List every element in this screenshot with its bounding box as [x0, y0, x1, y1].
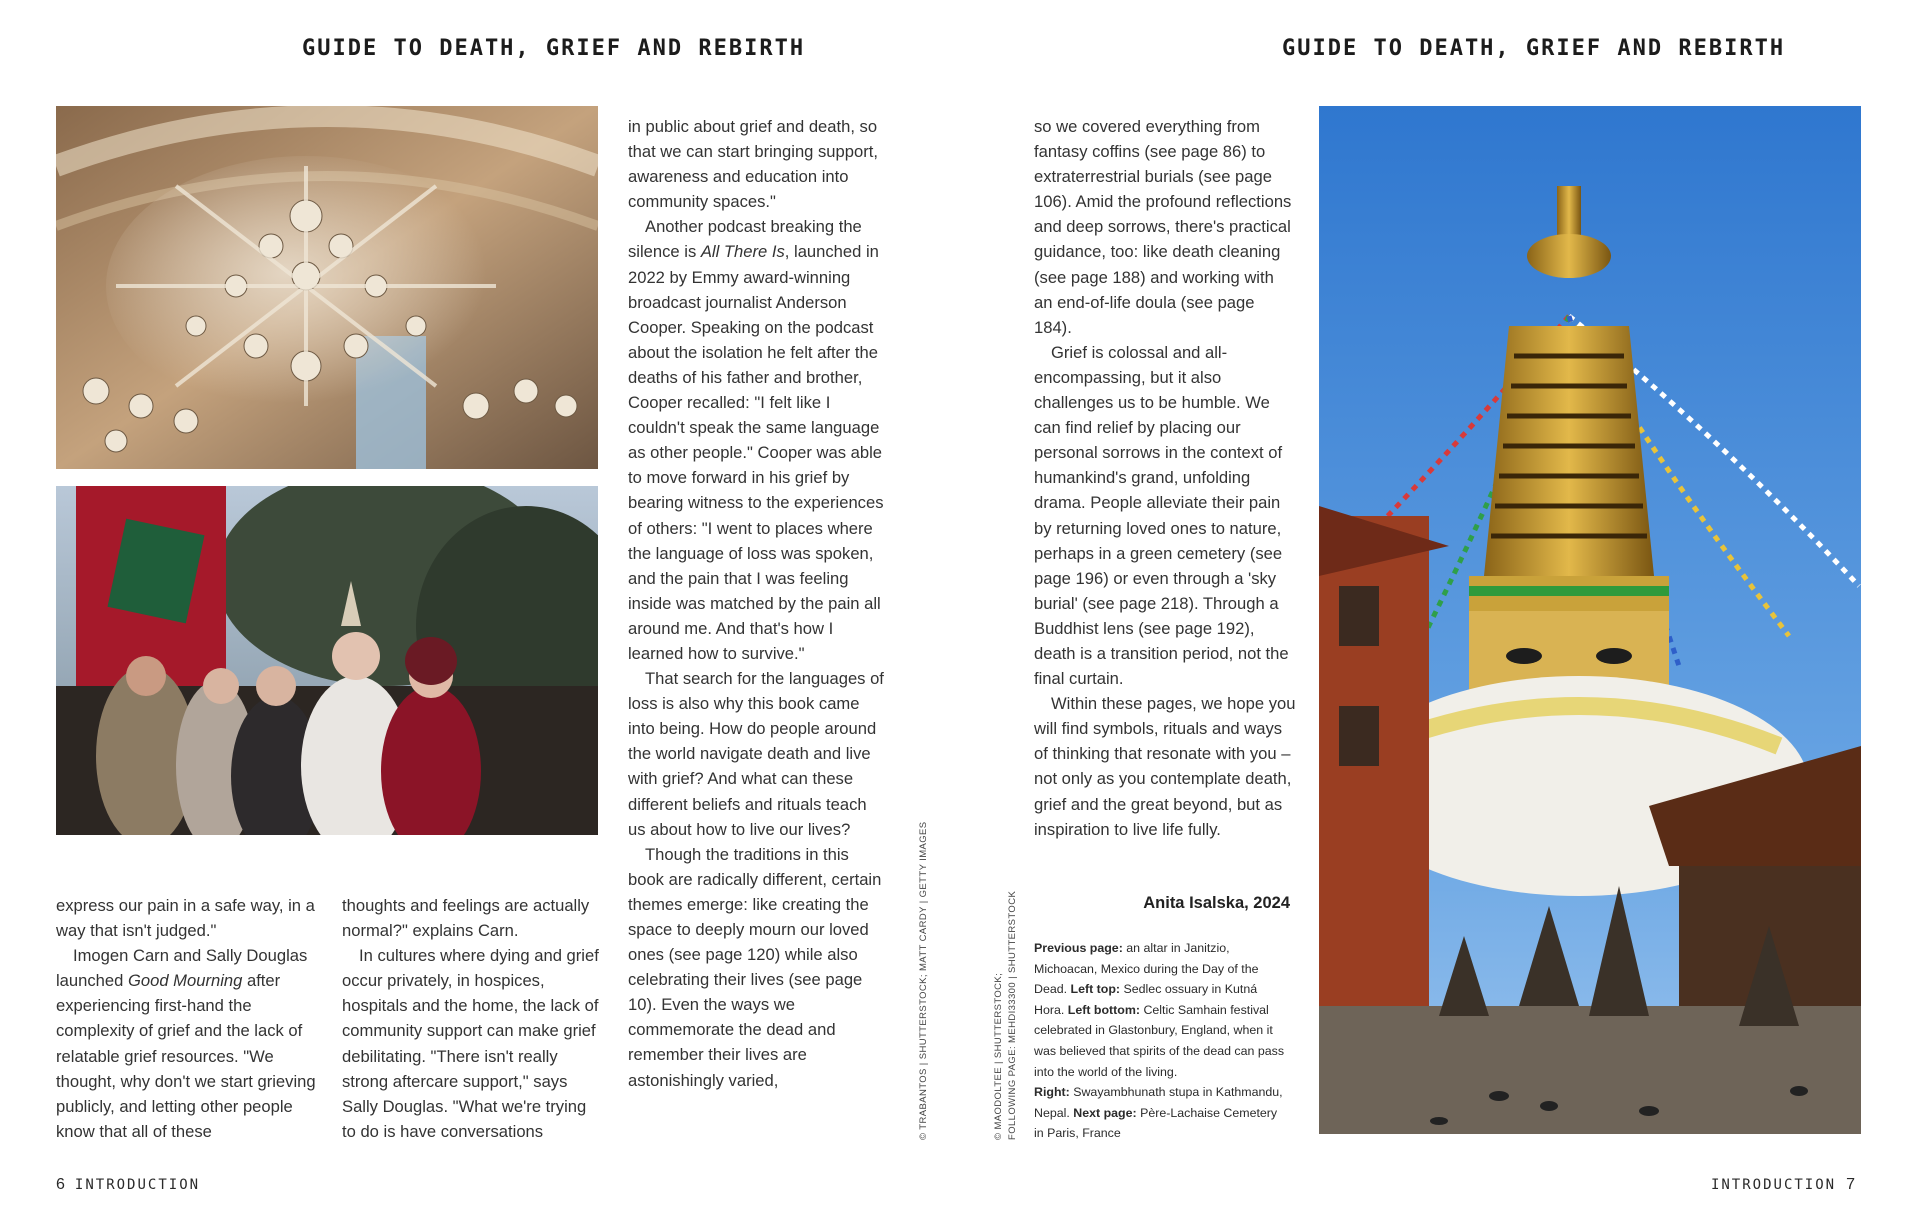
- paragraph: In cultures where dying and grief occur privately, in hospices, hospitals and the home, the lack of community support can make grief debilitating. "There isn't really strong aftercare support," says Sally Douglas. "What we're trying to do is have conversations: [342, 946, 599, 1141]
- caption-label: Left top:: [1070, 982, 1121, 997]
- text-column-4: [1034, 114, 1296, 842]
- photo-swayambhunath-stupa: [1319, 106, 1861, 1134]
- paragraph: [56, 943, 318, 1144]
- paragraph: Within these pages, we hope you will find symbols, rituals and ways of thinking that resonate with you – not only as you contemplate death, grief and the great beyond, but as inspiration to live life fully.: [1034, 694, 1296, 839]
- section-label: INTRODUCTION: [74, 1177, 201, 1193]
- author-signature: Anita Isalska, 2024: [1143, 894, 1290, 912]
- section-label: INTRODUCTION: [1710, 1177, 1837, 1193]
- text-column-3: [628, 114, 888, 1093]
- caption-label: Left bottom:: [1067, 1002, 1141, 1017]
- caption-label: Right:: [1034, 1085, 1070, 1100]
- caption-text: Sedlec ossuary in Kutná Hora.: [1034, 982, 1258, 1017]
- page-number: 7: [1846, 1176, 1855, 1193]
- paragraph: [628, 214, 888, 666]
- running-head-right: GUIDE TO DEATH, GRIEF AND REBIRTH: [1282, 36, 1786, 61]
- paragraph: Though the traditions in this book are radically different, certain themes emerge: like creating the space to deeply mourn our loved ones (see page 120) while also celebrating their lives (see page 10). Even the ways we commemorate the dead and remember their lives are astonishingly varied,: [628, 844, 882, 1090]
- photo-sedlec-ossuary: [56, 106, 598, 469]
- podcast-title: All There Is: [700, 242, 785, 262]
- photo-credit-following: FOLLOWING PAGE: MEHDI33300 | SHUTTERSTOCK: [1007, 890, 1018, 1140]
- photo-samhain-festival: [56, 486, 598, 835]
- photo-credit-left: © TRABANTOS | SHUTTERSTOCK; MATT CARDY | GETTY IMAGES: [918, 821, 929, 1140]
- paragraph: thoughts and feelings are actually normal?" explains Carn.: [342, 896, 590, 941]
- paragraph: That search for the languages of loss is also why this book came into being. How do people around the world navigate death and live with grief? And what can these different beliefs and rituals teach us about how to live our lives?: [628, 669, 884, 839]
- paragraph: so we covered everything from fantasy coffins (see page 86) to extraterrestrial burials (see page 106). Amid the profound reflections and deep sorrows, there's practical guidance, too: like death cleaning (see page 188) and working with an end-of-life doula (see page 184).: [1034, 117, 1292, 337]
- photo-credit-right: © MAODOLTEE | SHUTTERSTOCK;: [993, 972, 1004, 1140]
- text-column-2: [342, 893, 604, 1144]
- photo-caption: [1034, 938, 1290, 1144]
- text-column-1: [56, 893, 318, 1144]
- text-run: after experiencing first-hand the complexity of grief and the lack of relatable grief resources. "We thought, why don't we start grieving publicly, and letting other people know that all of these: [56, 971, 316, 1141]
- running-head-left: GUIDE TO DEATH, GRIEF AND REBIRTH: [302, 36, 806, 61]
- text-run: Another podcast breaking the silence is: [628, 217, 862, 262]
- caption-label: Previous page:: [1034, 941, 1123, 955]
- page-number: 6: [56, 1176, 65, 1193]
- caption-text: an altar in Janitzio, Michoacan, Mexico during the Day of the Dead.: [1034, 941, 1259, 997]
- text-run: , launched in 2022 by Emmy award-winning broadcast journalist Anderson Cooper. Speaking on the podcast about the isolation he felt after the deaths of his father and brother, Cooper recalled: "I felt like I couldn't speak the same language as other people." Cooper was able to move forward in his grief by bearing witness to the experiences of others: "I went to places where the language of loss was spoken, and the pain that I was feeling inside was matched by the pain all around me. And that's how I learned how to survive.": [628, 242, 884, 663]
- folio-right: [1711, 1176, 1855, 1194]
- paragraph: Grief is colossal and all-encompassing, but it also challenges us to be humble. We can find relief by placing our personal sorrows in the context of humankind's grand, unfolding drama. People alleviate their pain by returning loved ones to nature, perhaps in a green cemetery (see page 196) or even through a 'sky burial' (see page 218). Through a Buddhist lens (see page 192), death is a transition period, not the final curtain.: [1034, 342, 1289, 689]
- paragraph: express our pain in a safe way, in a way that isn't judged.": [56, 896, 315, 941]
- caption-text: Swayambhunath stupa in Kathmandu, Nepal.: [1034, 1085, 1283, 1120]
- caption-label: Next page:: [1073, 1105, 1137, 1120]
- folio-left: [56, 1176, 200, 1194]
- podcast-title: Good Mourning: [127, 971, 243, 991]
- caption-text: Père-Lachaise Cemetery in Paris, France: [1034, 1105, 1278, 1141]
- paragraph: in public about grief and death, so that we can start bringing support, awareness and education into community spaces.": [628, 117, 878, 212]
- caption-text: Celtic Samhain festival celebrated in Glastonbury, England, when it was believed that spirits of the dead can pass into the world of the living.: [1034, 1002, 1285, 1079]
- text-run: Imogen Carn and Sally Douglas launched: [56, 946, 308, 991]
